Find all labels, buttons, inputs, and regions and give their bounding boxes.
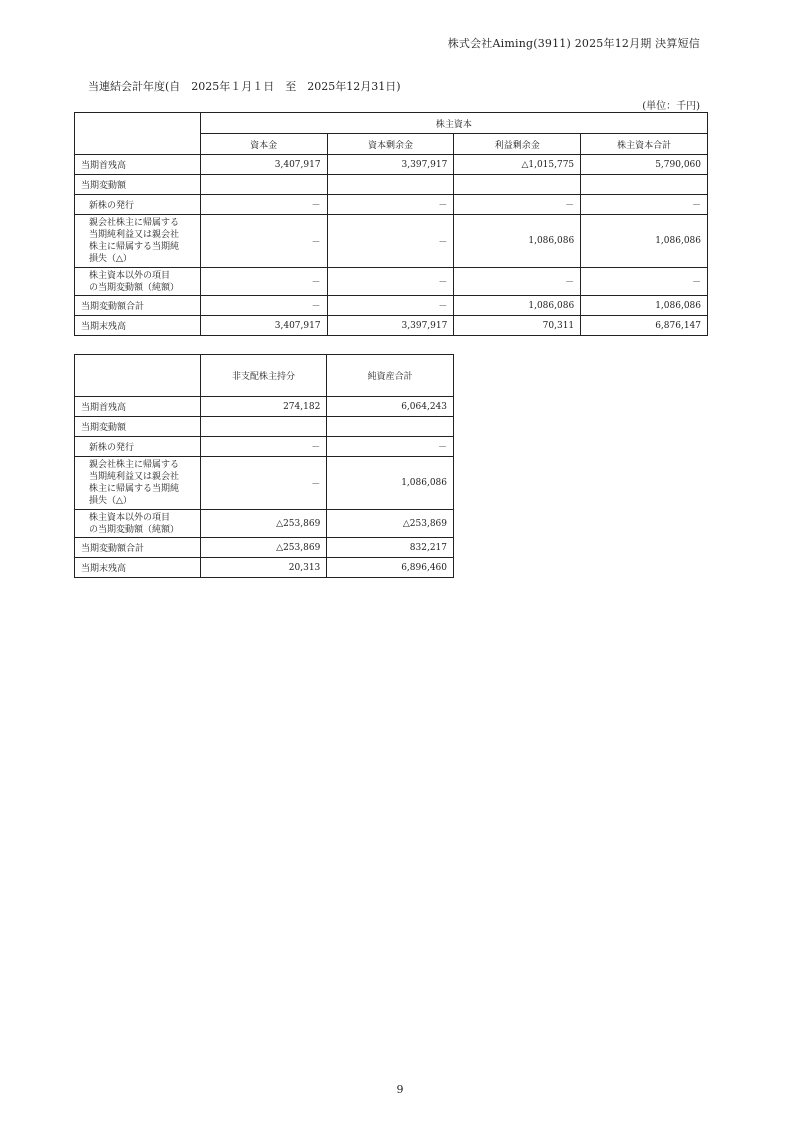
cell-value: 20,313 (200, 558, 327, 578)
row-label: 当期首残高 (75, 155, 201, 175)
row-label: 当期末残高 (75, 316, 201, 336)
cell-value: － (581, 195, 708, 215)
column-header: 純資産合計 (327, 355, 454, 397)
corner-cell (75, 113, 201, 155)
table-row (75, 155, 708, 175)
non-controlling-interests-table (74, 354, 454, 578)
column-header: 利益剰余金 (454, 134, 581, 155)
cell-value: 1,086,086 (454, 296, 581, 316)
cell-value: － (200, 457, 327, 510)
row-label-line: 親会社株主に帰属する (89, 218, 180, 228)
row-label-line: 損失（△） (89, 254, 132, 264)
cell-value: － (200, 215, 327, 268)
row-label: 当期変動額合計 (75, 296, 201, 316)
row-label (75, 510, 201, 538)
document-title: 株式会社Aiming(3911) 2025年12月期 決算短信 (447, 37, 700, 50)
cell-value: 1,086,086 (581, 215, 708, 268)
row-label (75, 457, 201, 510)
cell-value: 3,397,917 (327, 155, 454, 175)
table-row (75, 268, 708, 296)
cell-value: － (327, 195, 454, 215)
cell-value: 1,086,086 (327, 457, 454, 510)
row-label-line: 株主に帰属する当期純 (89, 242, 180, 252)
cell-value: 3,407,917 (200, 155, 327, 175)
cell-value: 3,397,917 (327, 316, 454, 336)
row-label-line: 損失（△） (89, 496, 132, 506)
row-label-line: 当期純利益又は親会社 (89, 472, 180, 482)
cell-value: － (200, 437, 327, 457)
cell-value: 70,311 (454, 316, 581, 336)
row-label-line: 株主資本以外の項目 (89, 512, 171, 523)
row-label-line: 親会社株主に帰属する (89, 460, 180, 470)
cell-value (327, 417, 454, 437)
cell-value: 6,064,243 (327, 397, 454, 417)
table-row (75, 397, 454, 417)
row-label (75, 268, 201, 296)
cell-value: △253,869 (200, 510, 327, 538)
table-row (75, 437, 454, 457)
row-label-line: 株主資本以外の項目 (89, 270, 171, 281)
row-label-line: の当期変動額（純額） (89, 524, 180, 535)
table-row (75, 296, 708, 316)
row-label-line: 当期純利益又は親会社 (89, 230, 180, 240)
table-row (75, 538, 454, 558)
cell-value: 1,086,086 (454, 215, 581, 268)
cell-value: △1,015,775 (454, 155, 581, 175)
cell-value: － (327, 296, 454, 316)
cell-value: 274,182 (200, 397, 327, 417)
table-row (75, 316, 708, 336)
cell-value (454, 175, 581, 195)
row-label: 新株の発行 (75, 195, 201, 215)
row-label: 当期末残高 (75, 558, 201, 578)
cell-value: － (581, 268, 708, 296)
row-label: 当期首残高 (75, 397, 201, 417)
cell-value: 6,896,460 (327, 558, 454, 578)
cell-value: － (200, 195, 327, 215)
unit-label: (単位：千円) (642, 101, 700, 112)
cell-value: － (200, 268, 327, 296)
table-row (75, 457, 454, 510)
column-header: 資本金 (200, 134, 327, 155)
row-label-line: 株主に帰属する当期純 (89, 484, 180, 494)
row-label: 当期変動額 (75, 175, 201, 195)
column-header: 非支配株主持分 (200, 355, 327, 397)
table-row (75, 417, 454, 437)
row-label-line: の当期変動額（純額） (89, 282, 180, 293)
cell-value: △253,869 (327, 510, 454, 538)
cell-value: 1,086,086 (581, 296, 708, 316)
cell-value: － (327, 437, 454, 457)
cell-value: － (327, 268, 454, 296)
table-row (75, 195, 708, 215)
cell-value: － (200, 296, 327, 316)
cell-value (200, 417, 327, 437)
cell-value (200, 175, 327, 195)
table-row (75, 215, 708, 268)
table-row (75, 510, 454, 538)
page-number: 9 (396, 1083, 404, 1096)
cell-value (581, 175, 708, 195)
group-header: 株主資本 (200, 113, 707, 134)
cell-value: 3,407,917 (200, 316, 327, 336)
corner-cell (75, 355, 201, 397)
cell-value: － (454, 268, 581, 296)
cell-value: 832,217 (327, 538, 454, 558)
shareholders-equity-table (74, 112, 708, 336)
table-row (75, 175, 708, 195)
row-label (75, 215, 201, 268)
row-label: 当期変動額 (75, 417, 201, 437)
table-row (75, 558, 454, 578)
column-header: 資本剰余金 (327, 134, 454, 155)
row-label: 新株の発行 (75, 437, 201, 457)
cell-value: △253,869 (200, 538, 327, 558)
cell-value (327, 175, 454, 195)
period-heading: 当連結会計年度(自 2025年１月１日 至 2025年12月31日) (88, 80, 401, 93)
cell-value: 5,790,060 (581, 155, 708, 175)
row-label: 当期変動額合計 (75, 538, 201, 558)
cell-value: － (327, 215, 454, 268)
cell-value: － (454, 195, 581, 215)
cell-value: 6,876,147 (581, 316, 708, 336)
column-header: 株主資本合計 (581, 134, 708, 155)
